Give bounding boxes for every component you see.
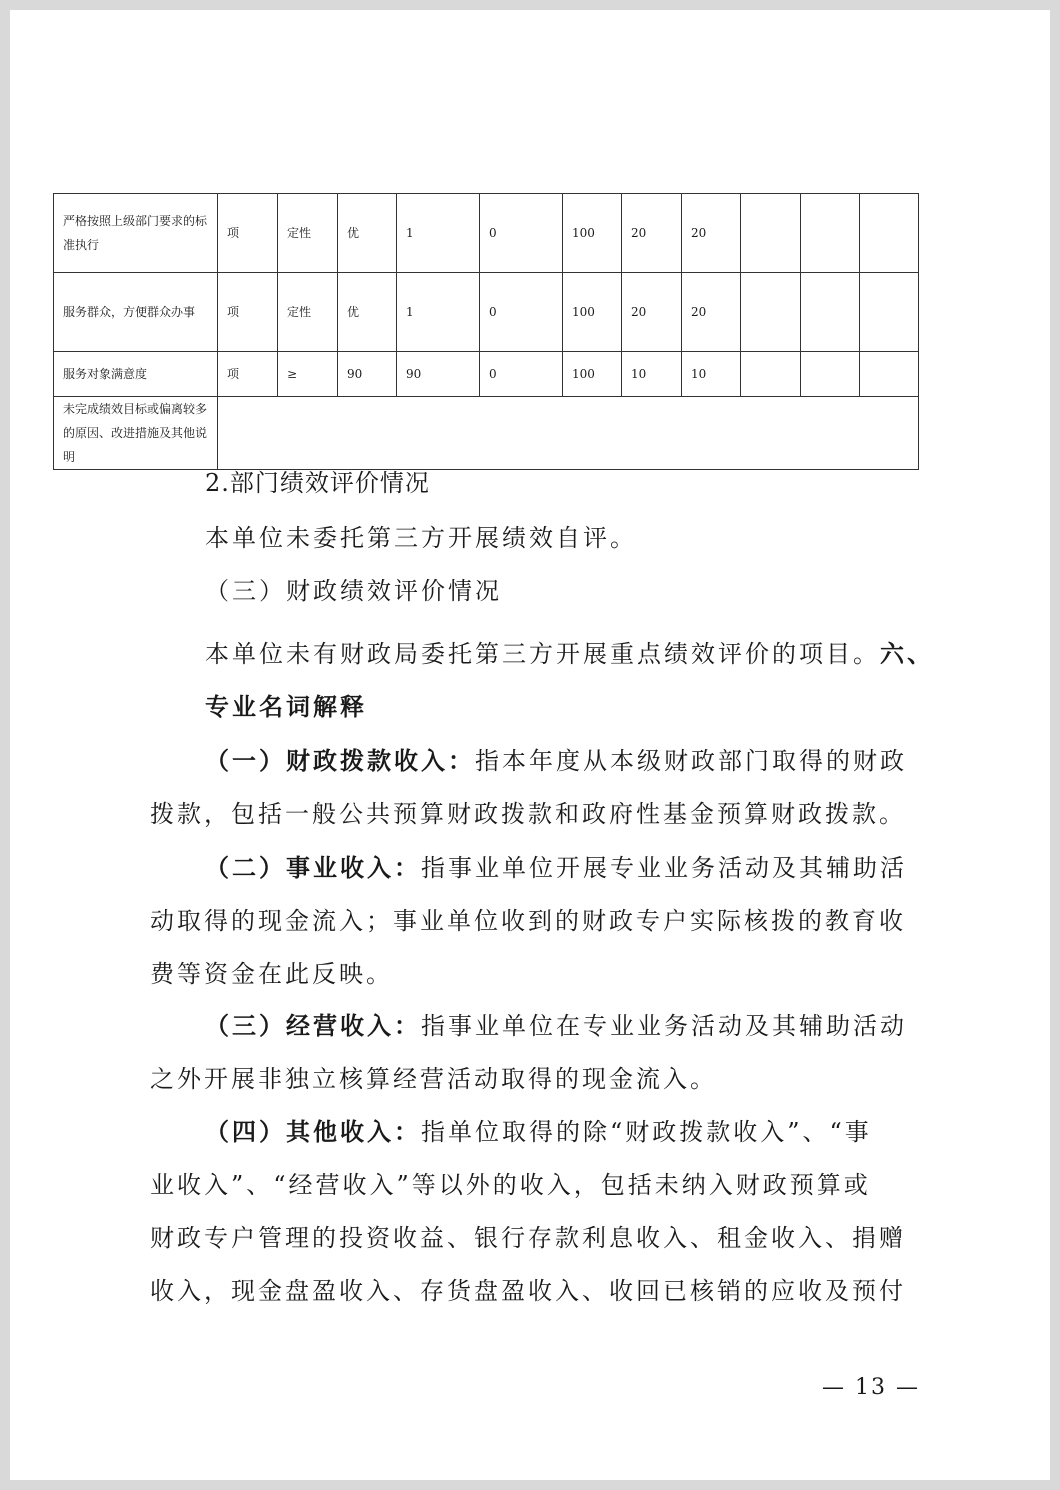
paragraph — [205, 634, 934, 669]
table-row — [54, 273, 919, 352]
rate-cell: 100 — [563, 273, 622, 352]
term-line: 费等资金在此反映。 — [150, 960, 393, 988]
note-value-cell — [218, 397, 919, 470]
unit-cell: 项 — [218, 352, 278, 397]
term-line — [205, 1006, 907, 1041]
indicator-cell: 严格按照上级部门要求的标准执行 — [54, 194, 218, 273]
unit-cell: 项 — [218, 194, 278, 273]
performance-table — [53, 193, 919, 470]
nature-cell: 定性 — [278, 273, 338, 352]
empty-cell — [860, 194, 919, 273]
paragraph: 本单位未委托第三方开展绩效自评。 — [205, 524, 637, 552]
section-heading-3: （三）财政绩效评价情况 — [205, 577, 502, 605]
target-cell: 优 — [338, 194, 397, 273]
term-line: 动取得的现金流入；事业单位收到的财政专户实际核拨的教育收 — [150, 907, 906, 935]
term-line: 之外开展非独立核算经营活动取得的现金流入。 — [150, 1065, 717, 1093]
deviation-cell: 0 — [480, 273, 563, 352]
score-cell: 20 — [682, 273, 741, 352]
term-line — [205, 848, 907, 883]
section-title: 专业名词解释 — [205, 692, 367, 721]
actual-cell: 90 — [397, 352, 480, 397]
nature-cell: ≥ — [278, 352, 338, 397]
section-number: 六、 — [880, 639, 934, 668]
target-cell: 90 — [338, 352, 397, 397]
deviation-cell: 0 — [480, 352, 563, 397]
paragraph-text: 本单位未有财政局委托第三方开展重点绩效评价的项目。 — [205, 640, 880, 668]
score-cell: 20 — [682, 194, 741, 273]
score-cell: 10 — [682, 352, 741, 397]
page-number: — 13 — — [822, 1375, 920, 1400]
indicator-cell: 服务对象满意度 — [54, 352, 218, 397]
section-heading-2: 2.部门绩效评价情况 — [205, 469, 430, 497]
note-label-cell: 未完成绩效目标或偏离较多的原因、改进措施及其他说明 — [54, 397, 218, 470]
term-line — [205, 741, 907, 776]
table-row — [54, 397, 919, 470]
empty-cell — [741, 352, 801, 397]
unit-cell: 项 — [218, 273, 278, 352]
term-text: 指事业单位开展专业业务活动及其辅助活 — [421, 854, 907, 882]
rate-cell: 100 — [563, 352, 622, 397]
term-line: 财政专户管理的投资收益、银行存款利息收入、租金收入、捐赠 — [150, 1224, 906, 1252]
target-cell: 优 — [338, 273, 397, 352]
table-row — [54, 352, 919, 397]
nature-cell: 定性 — [278, 194, 338, 273]
table-row — [54, 194, 919, 273]
term-label: （四）其他收入： — [205, 1117, 421, 1146]
empty-cell — [741, 194, 801, 273]
weight-cell: 20 — [622, 273, 682, 352]
document-page — [10, 10, 1050, 1480]
empty-cell — [801, 352, 860, 397]
term-label: （二）事业收入： — [205, 853, 421, 882]
actual-cell: 1 — [397, 194, 480, 273]
indicator-cell: 服务群众，方便群众办事 — [54, 273, 218, 352]
term-text: 指事业单位在专业业务活动及其辅助活动 — [421, 1012, 907, 1040]
weight-cell: 10 — [622, 352, 682, 397]
weight-cell: 20 — [622, 194, 682, 273]
term-text: 指本年度从本级财政部门取得的财政 — [475, 747, 907, 775]
empty-cell — [741, 273, 801, 352]
term-label: （三）经营收入： — [205, 1011, 421, 1040]
empty-cell — [860, 352, 919, 397]
term-label: （一）财政拨款收入： — [205, 746, 475, 775]
empty-cell — [860, 273, 919, 352]
empty-cell — [801, 194, 860, 273]
actual-cell: 1 — [397, 273, 480, 352]
term-line: 收入，现金盘盈收入、存货盘盈收入、收回已核销的应收及预付 — [150, 1277, 906, 1305]
deviation-cell: 0 — [480, 194, 563, 273]
term-line: 拨款，包括一般公共预算财政拨款和政府性基金预算财政拨款。 — [150, 800, 906, 828]
term-line — [205, 1112, 872, 1147]
empty-cell — [801, 273, 860, 352]
term-text: 指单位取得的除“财政拨款收入”、“事 — [421, 1118, 872, 1146]
term-line: 业收入”、“经营收入”等以外的收入，包括未纳入财政预算或 — [150, 1171, 871, 1199]
rate-cell: 100 — [563, 194, 622, 273]
